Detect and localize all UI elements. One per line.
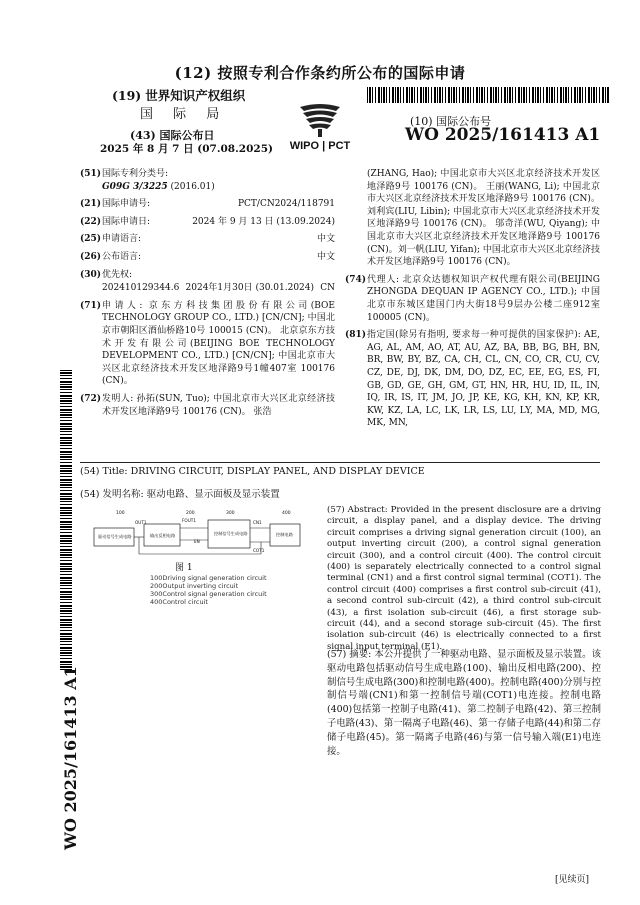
field-72-continued: (ZHANG, Hao); 中国北京市大兴区北京经济技术开发区地泽路9号 100176 (CN)。 王丽(WANG, Li); 中国北京市大兴区北京经济技术开发区地泽路9号 100176 (CN)。 刘利宾(LIU, Libin); 中国北京市大兴区北京经济技术开发区地泽路9号 100176 (CN)。 邬奇洋(WU, Qiyang); 中国北京市大兴区北京经济技术开发区地泽路9号 100176 (CN)。刘一帆(LIU, Yifan); 中国北京市大兴区北京经济技术开发区地泽路9号 100176 (CN)。 [367, 169, 600, 268]
publication-number-label: (10) 国际公布号 [410, 115, 492, 128]
org-number: (19) [112, 88, 142, 103]
field-72-inventor: (72) 发明人: 孙拓(SUN, Tuo); 中国北京市大兴区北京经济技术开发区地泽路9号 100176 (CN)。 张浩 [80, 393, 335, 417]
abstract-chinese: (57) 摘要: 本公开提供了一种驱动电路、显示面板及显示装置。该驱动电路包括驱动信号生成电路(100)、输出反相电路(200)、控制信号生成电路(300)和控制电路(400)。控制电路(400)分别与控制信号端(CN1)和第一控制信号端(COT1)电连接。控制电路(400)包括第一控制子电路(41)、第二控制子电路(42)、第三控制子电路(43)、第一隔离子电路(46)、第一存储子电路(44)和第二存储子电路(45)。第一隔离子电路(46)与第一信号输入端(E1)电连接。 [327, 649, 601, 757]
label-400: 400 [282, 511, 291, 516]
field-74-agent: (74) 代理人: 北京众达德权知识产权代理有限公司(BEIJING ZHONGDA DEQUAN IP AGENCY CO., LTD.); 中国北京市东城区建国门内大街18号9层办公楼二座912室 100005 (CN)。 [345, 274, 600, 323]
priority-country: CN [320, 283, 335, 294]
top-barcode [367, 87, 610, 103]
circuit-block-diagram [86, 506, 311, 576]
signal-cn1: CN1 [253, 520, 262, 525]
box-300-label: 控制信号生成电路 [214, 531, 248, 536]
label-100: 100 [116, 511, 125, 516]
title-english: (54) Title: DRIVING CIRCUIT, DISPLAY PANEL, AND DISPLAY DEVICE [80, 466, 425, 477]
figure-legend [150, 574, 267, 606]
legend-item: 200Output inverting circuit [150, 582, 239, 590]
field-81-designated-states: (81) 指定国(除另有指明, 要求每一种可提供的国家保护): AE, AG, AL, AM, AO, AT, AU, AZ, BA, BB, BG, BH, BN, BR, BW, BY, BZ, CA, CH, CL, CN, CO, CR, CU, CV, CZ, DE, DJ, DK, DM, DO, DZ, EC, EE, EG, ES, FI, GB, GD, GE, GH, GM, GT, HN, HR, HU, ID, IL, IN, IQ, IR, IS, IT, JM, JO, JP, KE, KG, KH, KN, KP, KR, KW, KZ, LA, LC, LK, LR, LS, LU, LY, MA, MD, MG, MK, MN, [345, 330, 600, 429]
logo-text: WIPO | PCT [289, 140, 351, 152]
side-barcode [60, 370, 72, 670]
field-71-applicant: (71) 申请人: 京东方科技集团股份有限公司(BOE TECHNOLOGY GROUP CO., LTD.) [CN/CN]; 中国北京市朝阳区酒仙桥路10号 100015 (CN)。 北京京东方技术开发有限公司(BEIJING BOE TECHNOLOGY DEVELOPMENT CO., LTD.) [CN/CN]; 中国北京市大兴区北京经济技术开发区地泽路9号1幢407室 100176 (CN)。 [80, 300, 335, 387]
field-30: (30) 优先权: [80, 269, 133, 280]
biblio-left-column [80, 168, 335, 423]
document-title: (12) 按照专利合作条约所公布的国际申请 [174, 64, 466, 82]
continued-note: [见续页] [555, 875, 590, 885]
publication-number: WO 2025/161413 A1 [405, 125, 601, 145]
wipo-emblem-icon [300, 104, 340, 137]
box-400-label: 控制电路 [276, 532, 293, 537]
section-divider [80, 462, 600, 463]
field-51: (51) 国际专利分类号: G09G 3/3225 (2016.01) [80, 169, 215, 192]
signal-en: EN [194, 539, 200, 544]
filing-date: 2024 年 9 月 13 日 (13.09.2024) [192, 216, 335, 227]
legend-item: 400Control circuit [150, 598, 208, 606]
figure-caption: 图 1 [175, 563, 193, 573]
organization-name [112, 86, 245, 104]
signal-out1: OUT1 [135, 520, 147, 525]
signal-cot1: COT1 [253, 548, 265, 553]
biblio-right-column [345, 168, 600, 435]
label-300: 300 [226, 511, 235, 516]
priority-date: 2024年1月30日 (30.01.2024) [185, 283, 315, 294]
publication-date-label: (43) 国际公布日 [130, 129, 215, 142]
label-200: 200 [186, 511, 195, 516]
legend-item: 300Control signal generation circuit [150, 590, 267, 598]
signal-fout1: FOUT1 [182, 518, 196, 523]
organization-subtitle: 国 际 局 [140, 107, 228, 122]
field-22: (22) 国际申请日: 2024 年 9 月 13 日 (13.09.2024) [80, 216, 335, 227]
ipc-class: G09G 3/3225 [102, 181, 168, 192]
application-number: PCT/CN2024/118791 [237, 199, 335, 210]
box-200-label: 输出反相电路 [150, 533, 176, 538]
publication-date: 2025 年 8 月 7 日 (07.08.2025) [100, 143, 273, 155]
org-name-text: 世界知识产权组织 [145, 88, 246, 103]
priority-row [80, 282, 335, 295]
legend-item: 100Driving signal generation circuit [150, 574, 267, 582]
abstract-english: (57) Abstract: Provided in the present disclosure are a driving circuit, a display panel, and a display device. The driving circuit comprises a driving signal generation circuit (100), an output inverting circuit (200), a control signal generation circuit (300), and a control circuit (400). The control circuit (400) is separately electrically connected to a control signal terminal (CN1) and a first control signal terminal (COT1). The control circuit (400) comprises a first control sub-circuit (41), a second control sub-circuit (42), a third control sub-circuit (43), a first isolation sub-circuit (46), a first storage sub-circuit (44), and a second storage sub-circuit (45). The first isolation sub-circuit (46) is electrically connected to a first signal input terminal (E1). [327, 505, 601, 652]
priority-number: 202410129344.6 [102, 283, 180, 294]
wipo-pct-logo [270, 103, 370, 153]
title-chinese: (54) 发明名称: 驱动电路、显示面板及显示装置 [80, 489, 280, 500]
side-publication-number: WO 2025/161413 A1 [61, 666, 80, 850]
field-25: (25) 申请语言: 中文 [80, 234, 335, 245]
field-26: (26) 公布语言: 中文 [80, 251, 335, 262]
field-21: (21) 国际申请号: PCT/CN2024/118791 [80, 199, 335, 210]
box-100-label: 驱动信号生成电路 [98, 534, 132, 539]
